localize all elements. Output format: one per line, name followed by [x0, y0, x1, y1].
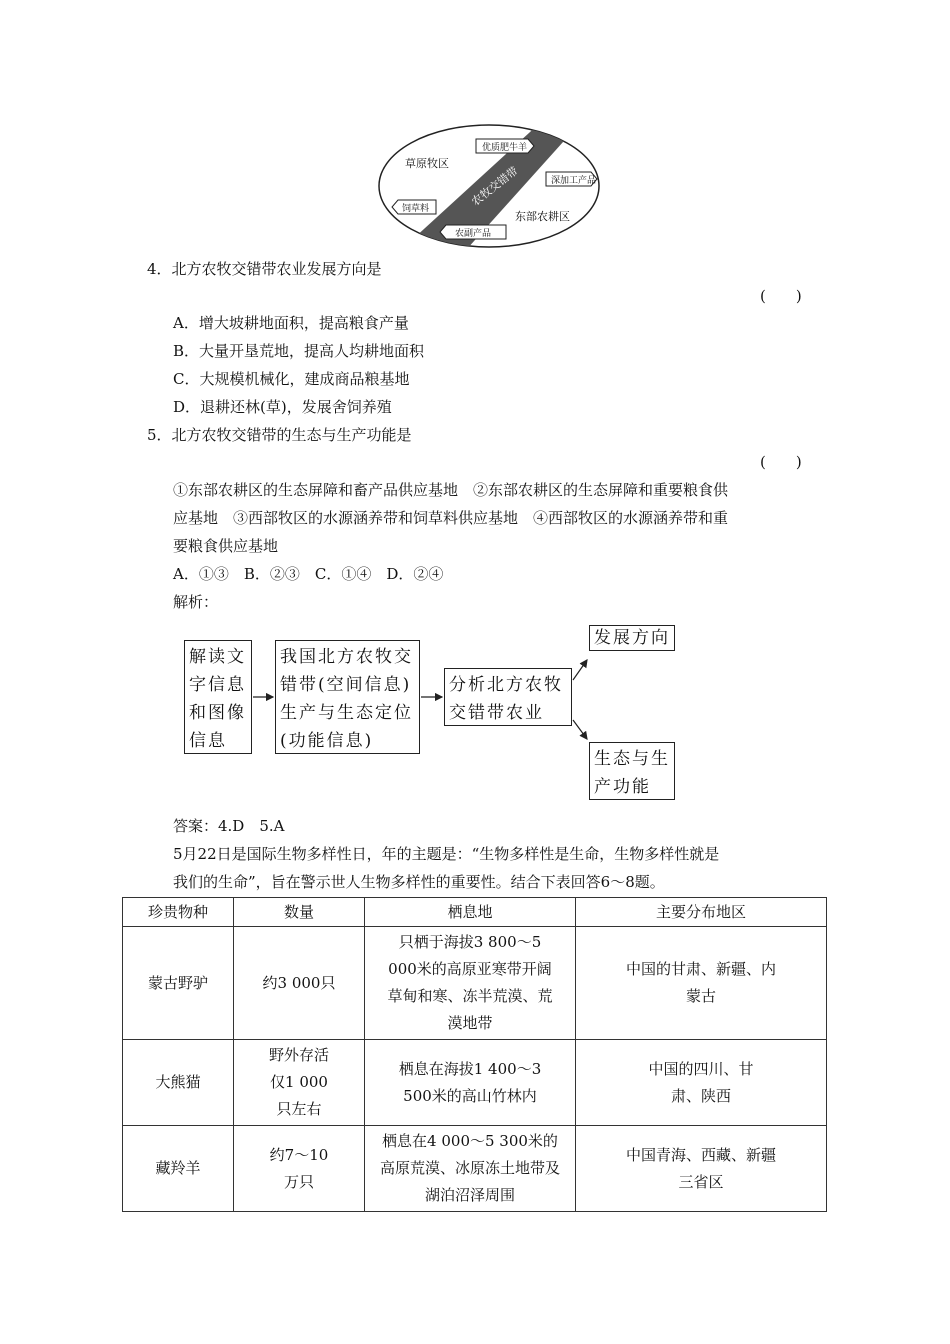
q5-statements-line1: ①东部农耕区的生态屏障和畜产品供应基地 ②东部农耕区的生态屏障和重要粮食供: [173, 481, 729, 499]
q4-option-c: C．大规模机械化，建成商品粮基地: [173, 370, 410, 388]
q4-bracket: ( ): [760, 287, 802, 305]
flow-box-direction: 发展方向: [589, 625, 675, 651]
header-count: 数量: [234, 898, 365, 927]
flow-box-spatial-function: 我国北方农牧交错带(空间信息)生产与生态定位(功能信息): [275, 640, 420, 754]
cell-region: 中国的甘肃、新疆、内蒙古: [576, 927, 827, 1040]
intro-line-1: 5月22日是国际生物多样性日，年的主题是：“生物多样性是生命，生物多样性就是: [173, 845, 720, 863]
flow-arrow-4: [573, 720, 587, 739]
q5-statements-line2: 应基地 ③西部牧区的水源涵养带和饲草料供应基地 ④西部牧区的水源涵养带和重: [173, 509, 729, 527]
q4-stem: 4．北方农牧交错带农业发展方向是: [147, 260, 382, 278]
flow-box-analyze: 分析北方农牧交错带农业: [444, 668, 572, 726]
q4-option-b: B．大量开垦荒地，提高人均耕地面积: [173, 342, 425, 360]
header-habitat: 栖息地: [365, 898, 576, 927]
cell-species: 藏羚羊: [123, 1126, 234, 1212]
answer-line: 答案：4.D 5.A: [173, 817, 285, 835]
flow-box-read-info: 解读文字信息和图像信息: [184, 640, 252, 754]
q4-option-a: A．增大坡耕地面积，提高粮食产量: [173, 314, 409, 332]
table-row: [123, 1126, 827, 1212]
header-species: 珍贵物种: [123, 898, 234, 927]
q4-option-d: D．退耕还林(草)，发展舍饲养殖: [173, 398, 392, 416]
flow-arrow-3: [573, 660, 587, 680]
species-table: [122, 897, 827, 1212]
cell-count: 约3 000只: [234, 927, 365, 1040]
arrow-agri-label: 农副产品: [455, 228, 492, 238]
arrow-processed-label: 深加工产品: [551, 175, 597, 185]
table-row: [123, 927, 827, 1040]
region-east-label: 东部农耕区: [515, 211, 570, 223]
cell-region: 中国的四川、甘肃、陕西: [576, 1040, 827, 1126]
cell-species: 大熊猫: [123, 1040, 234, 1126]
cell-species: 蒙古野驴: [123, 927, 234, 1040]
intro-line-2: 我们的生命”，旨在警示世人生物多样性的重要性。结合下表回答6～8题。: [173, 873, 665, 891]
flow-box-function: 生态与生产功能: [589, 742, 675, 800]
q5-statements-line3: 要粮食供应基地: [173, 537, 279, 555]
cell-region: 中国青海、西藏、新疆三省区: [576, 1126, 827, 1212]
q5-bracket: ( ): [760, 453, 802, 471]
cell-habitat: 栖息在海拔1 400～3 500米的高山竹林内: [365, 1040, 576, 1126]
q5-options: A．①③ B．②③ C．①④ D．②④: [173, 565, 444, 583]
arrow-livestock-label: 优质肥牛羊: [482, 142, 528, 152]
table-row: [123, 1040, 827, 1126]
belt-label: 农牧交错带: [469, 165, 521, 209]
analysis-label: 解析：: [173, 593, 219, 611]
cell-count: 野外存活仅1 000只左右: [234, 1040, 365, 1126]
q5-stem: 5．北方农牧交错带的生态与生产功能是: [147, 426, 412, 444]
arrow-feed-label: 饲草料: [402, 203, 430, 213]
cell-habitat: 栖息在4 000～5 300米的高原荒漠、冰原冻土地带及湖泊沼泽周围: [365, 1126, 576, 1212]
header-region: 主要分布地区: [576, 898, 827, 927]
cell-habitat: 只栖于海拔3 800～5 000米的高原亚寒带开阔草甸和寒、冻半荒漠、荒漠地带: [365, 927, 576, 1040]
table-header-row: [123, 898, 827, 927]
cell-count: 约7～10万只: [234, 1126, 365, 1212]
region-west-label: 草原牧区: [405, 158, 449, 170]
